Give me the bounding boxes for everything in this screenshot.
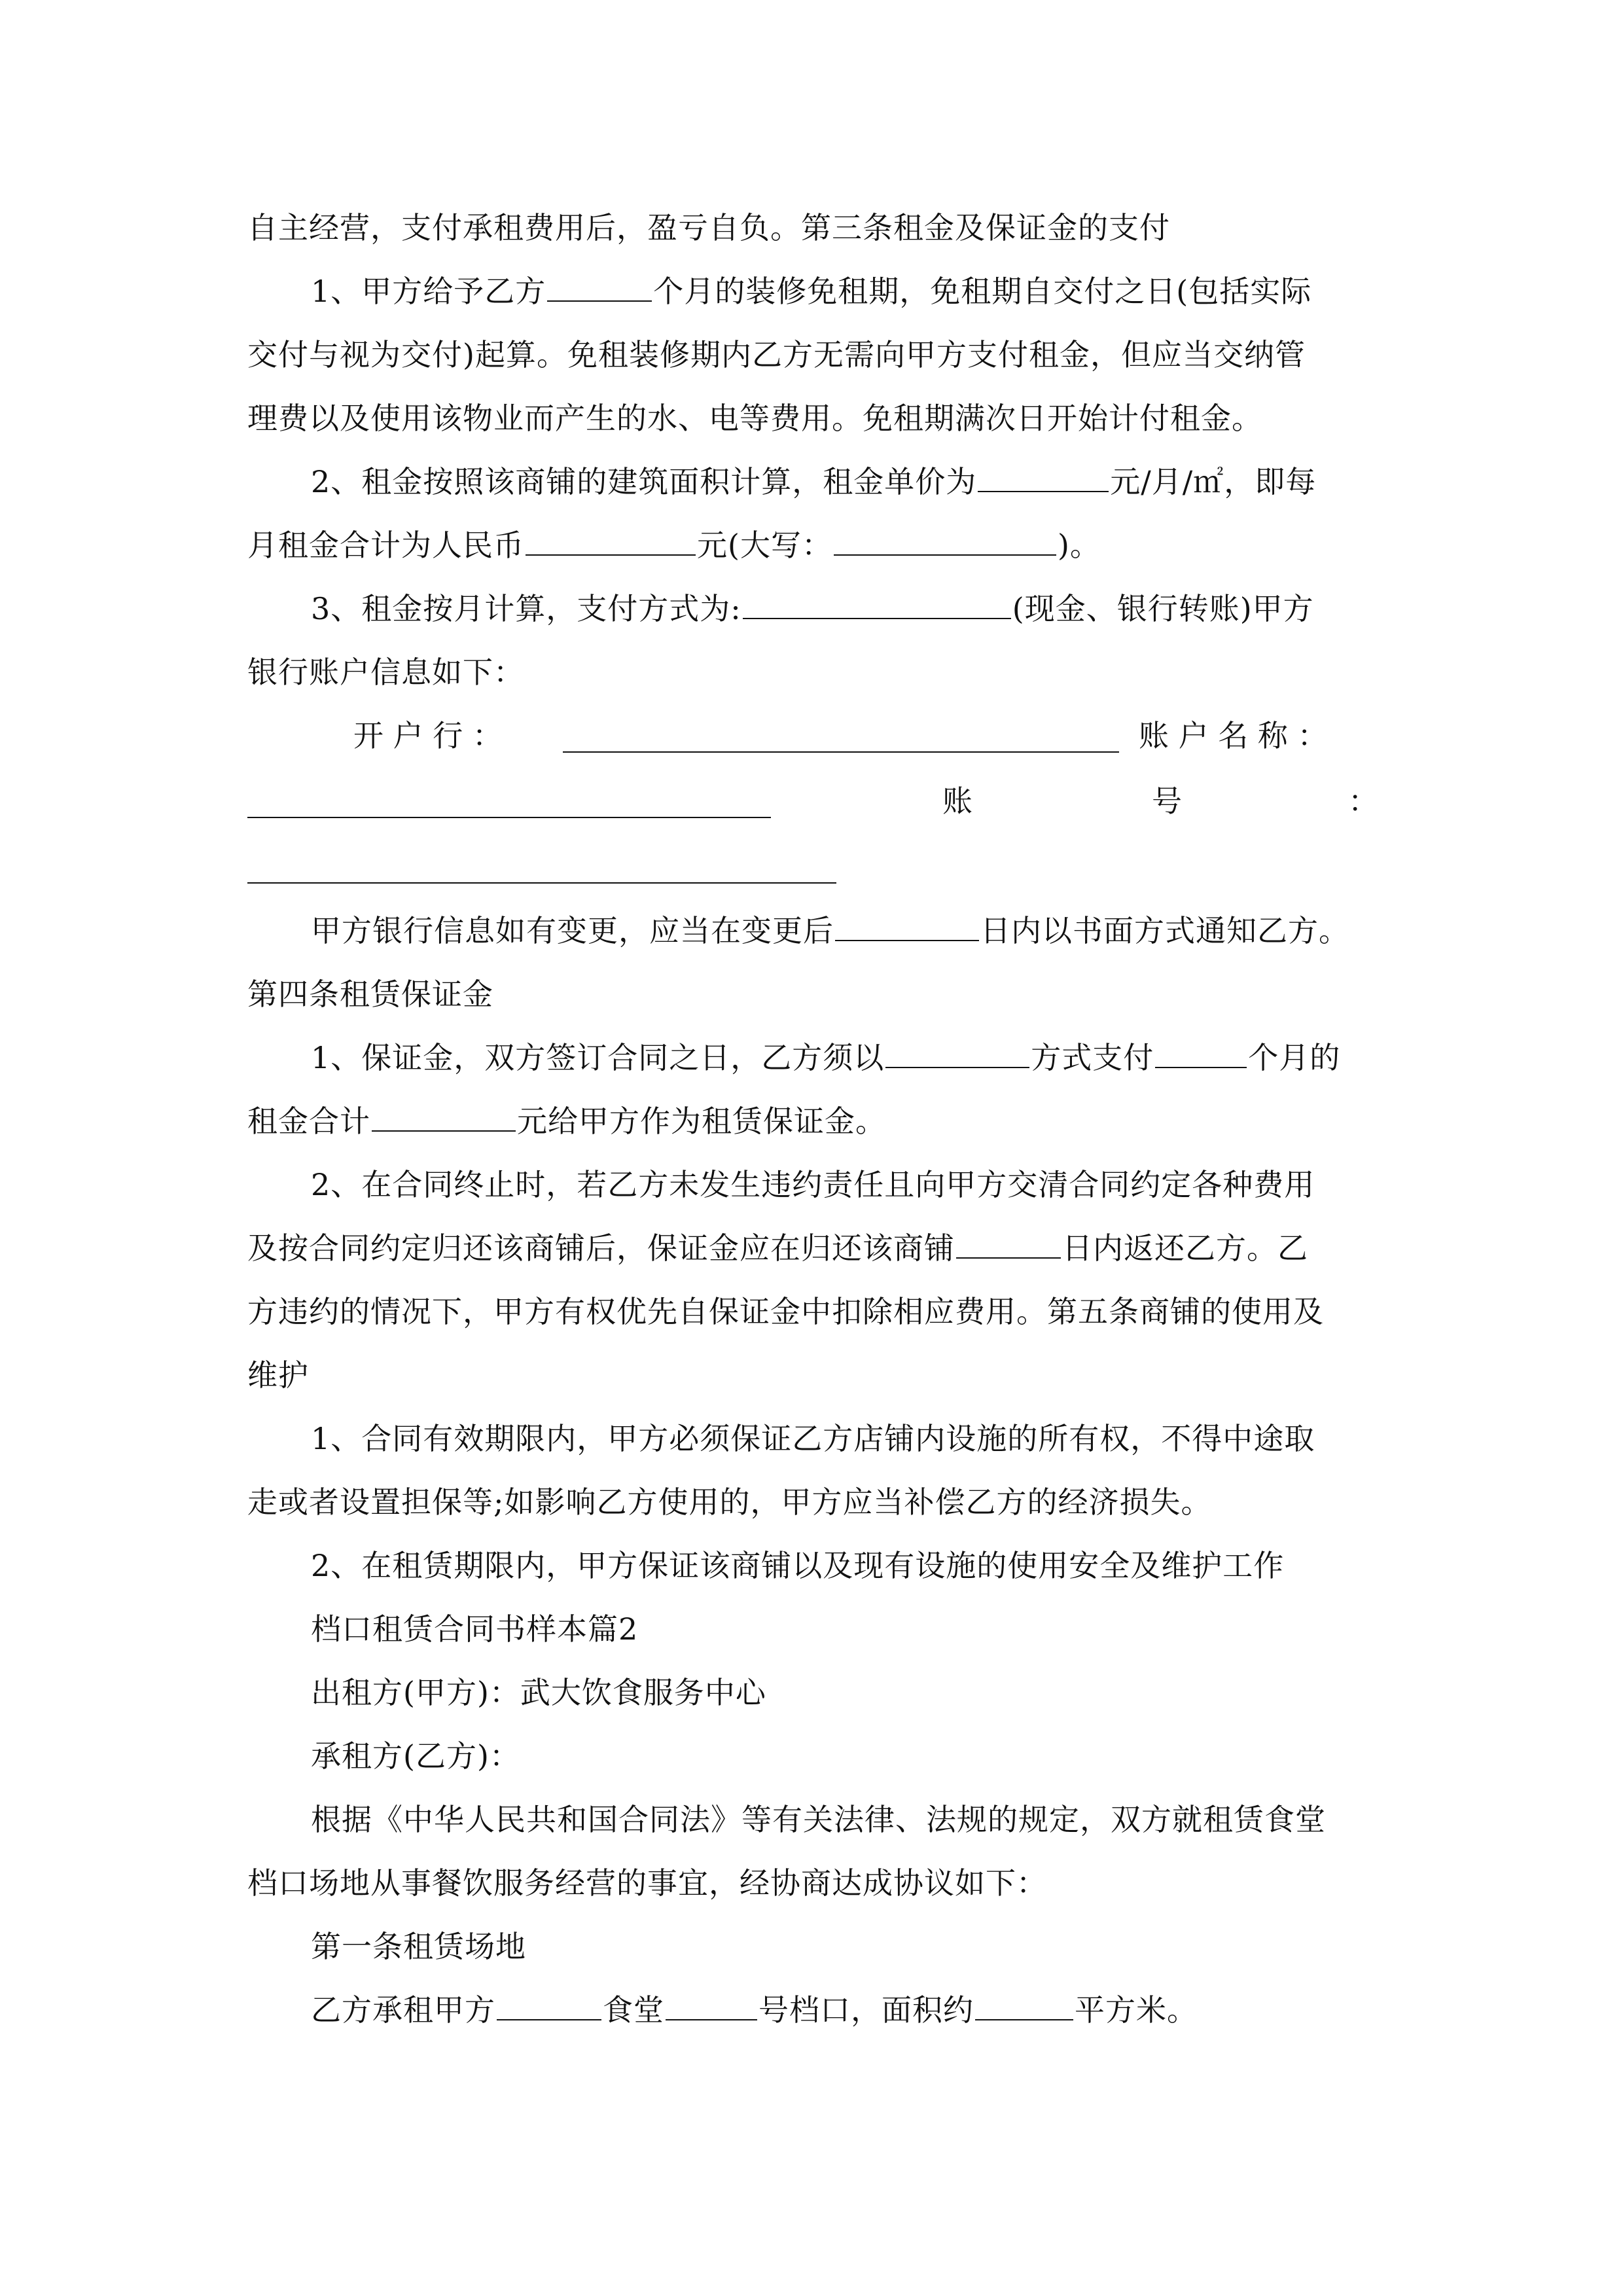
text-span: 号档口，面积约: [758, 1992, 974, 2028]
text-span: 档口场地从事餐饮服务经营的事宜，经协商达成协议如下：: [247, 1865, 1047, 1901]
account-number-label-2: 号: [1152, 783, 1182, 819]
text-line: [311, 272, 1380, 311]
text-span: 承租方(乙方)：: [311, 1738, 520, 1774]
text-span: 出租方(甲方)：武大饮食服务中心: [311, 1675, 766, 1710]
text-span: 交付与视为交付)起算。免租装修期内乙方无需向甲方支付租金，但应当交纳管: [247, 337, 1306, 372]
fill-blank[interactable]: [835, 912, 979, 941]
text-line: [311, 1990, 1380, 2030]
text-span: 个月的: [1248, 1040, 1341, 1075]
text-span: 理费以及使用该物业而产生的水、电等费用。免租期满次日开始计付租金。: [247, 401, 1262, 436]
fill-blank[interactable]: [666, 1992, 757, 2020]
text-span: )。: [1057, 528, 1101, 563]
account-number-label-1: 账: [942, 783, 972, 819]
text-span: 1、甲方给予乙方: [311, 274, 546, 309]
text-span: 元给甲方作为租赁保证金。: [517, 1103, 886, 1139]
text-span: 根据《中华人民共和国合同法》等有关法律、法规的规定，双方就租赁食堂: [311, 1802, 1326, 1837]
text-line: [247, 1229, 1380, 1268]
text-span: 2、在合同终止时，若乙方未发生违约责任且向甲方交清合同约定各种费用: [311, 1167, 1315, 1202]
section-heading: [247, 975, 1380, 1014]
fill-blank[interactable]: [885, 1039, 1029, 1068]
text-span: 及按合同约定归还该商铺后，保证金应在归还该商铺: [247, 1230, 955, 1266]
text-span: 日内返还乙方。乙: [1062, 1230, 1308, 1266]
account-number-colon: ：: [1348, 783, 1378, 819]
text-span: 平方米。: [1075, 1992, 1198, 2028]
text-line: [247, 1355, 1380, 1395]
text-span: 档口租赁合同书样本篇2: [311, 1611, 639, 1647]
text-span: 甲方银行信息如有变更，应当在变更后: [311, 913, 834, 948]
text-span: 租金合计: [247, 1103, 370, 1139]
lessee-line: [311, 1736, 1380, 1776]
bank-name-blank[interactable]: [563, 750, 1119, 753]
text-line: [247, 1292, 1380, 1331]
text-line: [247, 399, 1380, 438]
text-span: (现金、银行转账)甲方: [1012, 591, 1314, 626]
text-span: 元/月/㎡，即每: [1110, 464, 1317, 499]
fill-blank[interactable]: [497, 1992, 601, 2020]
fill-blank[interactable]: [834, 527, 1056, 556]
text-line: [247, 526, 1380, 565]
text-line: [247, 1102, 1380, 1141]
text-line: [311, 1165, 1380, 1204]
text-line: [247, 208, 1380, 247]
account-number-blank[interactable]: [247, 881, 836, 884]
document-title: [311, 1609, 1380, 1649]
fill-blank[interactable]: [956, 1230, 1061, 1259]
text-span: 月租金合计为人民币: [247, 528, 524, 563]
text-line: [247, 335, 1380, 374]
text-span: 1、保证金，双方签订合同之日，乙方须以: [311, 1040, 885, 1075]
text-span: 1、合同有效期限内，甲方必须保证乙方店铺内设施的所有权，不得中途取: [311, 1421, 1315, 1456]
text-span: 2、在租赁期限内，甲方保证该商铺以及现有设施的使用安全及维护工作: [311, 1548, 1285, 1583]
fill-blank[interactable]: [743, 590, 1011, 619]
text-span: 走或者设置担保等;如影响乙方使用的，甲方应当补偿乙方的经济损失。: [247, 1484, 1212, 1520]
fill-blank[interactable]: [978, 463, 1109, 492]
text-span: 日内以书面方式通知乙方。: [980, 913, 1349, 948]
fill-blank[interactable]: [975, 1992, 1073, 2020]
text-span: 第一条租赁场地: [311, 1929, 526, 1964]
text-span: 3、租金按月计算，支付方式为:: [311, 591, 741, 626]
text-span: 个月的装修免租期，免租期自交付之日(包括实际: [653, 274, 1312, 309]
text-line: [247, 653, 1380, 692]
account-name-blank[interactable]: [247, 816, 771, 818]
text-line: [311, 589, 1380, 628]
lessor-line: [311, 1673, 1380, 1712]
text-span: 银行账户信息如下：: [247, 655, 524, 690]
text-span: 方违约的情况下，甲方有权优先自保证金中扣除相应费用。第五条商铺的使用及: [247, 1294, 1324, 1329]
text-line: [311, 1546, 1380, 1585]
text-span: 食堂: [603, 1992, 664, 2028]
fill-blank[interactable]: [526, 527, 696, 556]
text-span: 维护: [247, 1357, 309, 1393]
text-line: [311, 1038, 1380, 1077]
fill-blank[interactable]: [1155, 1039, 1247, 1068]
account-name-label: 账 户 名 称 ：: [1139, 718, 1328, 753]
text-span: 2、租金按照该商铺的建筑面积计算，租金单价为: [311, 464, 977, 499]
text-line: [247, 1482, 1380, 1522]
bank-label: 开 户 行 ：: [353, 718, 503, 753]
text-line: [311, 462, 1380, 501]
text-line: [311, 911, 1380, 950]
text-span: 乙方承租甲方: [311, 1992, 495, 2028]
text-span: 元(大写：: [697, 528, 832, 563]
fill-blank[interactable]: [547, 273, 652, 302]
text-line: [311, 1419, 1380, 1458]
text-line: [247, 1863, 1380, 1903]
text-line: [311, 1800, 1380, 1839]
text-span: 自主经营，支付承租费用后，盈亏自负。第三条租金及保证金的支付: [247, 210, 1170, 245]
text-span: 方式支付: [1031, 1040, 1154, 1075]
section-heading: [311, 1927, 1380, 1966]
fill-blank[interactable]: [372, 1103, 516, 1132]
text-span: 第四条租赁保证金: [247, 977, 493, 1012]
